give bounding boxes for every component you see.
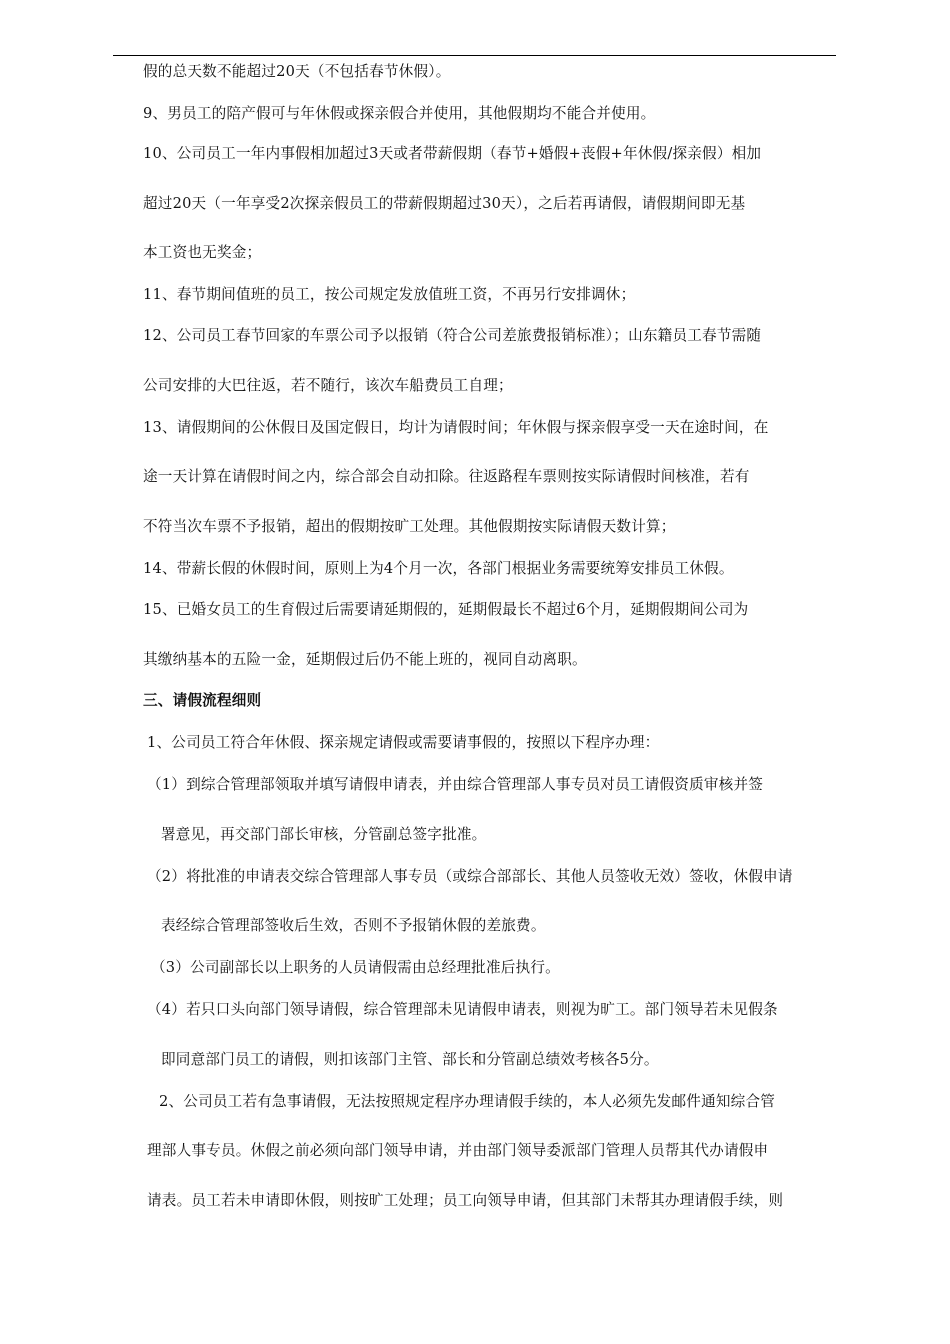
text-line-4: 超过20天（一年享受2次探亲假员工的带薪假期超过30天），之后若再请假，请假期间即无基 <box>143 195 746 212</box>
text-line-11: 不符当次车票不予报销，超出的假期按旷工处理。其他假期按实际请假天数计算； <box>143 518 676 535</box>
text-line-20: 表经综合管理部签收后生效，否则不予报销休假的差旅费。 <box>161 917 546 934</box>
text-line-3: 10、公司员工一年内事假相加超过3天或者带薪假期（春节+婚假+丧假+年休假/探亲假）相加 <box>143 145 762 162</box>
text-line-9: 13、请假期间的公休假日及国定假日，均计为请假时间；年休假与探亲假享受一天在途时间，在 <box>143 419 769 436</box>
text-line-19: （2）将批准的申请表交综合管理部人事专员（或综合部部长、其他人员签收无效）签收，休假申请 <box>147 868 793 885</box>
text-line-6: 11、春节期间值班的员工，按公司规定发放值班工资，不再另行安排调休； <box>143 286 636 303</box>
text-line-18: 署意见，再交部门部长审核，分管副总签字批准。 <box>161 826 487 843</box>
header-rule <box>113 55 836 56</box>
text-line-13: 15、已婚女员工的生育假过后需要请延期假的，延期假最长不超过6个月，延期假期间公司为 <box>143 601 749 618</box>
text-line-23: 即同意部门员工的请假，则扣该部门主管、部长和分管副总绩效考核各5分。 <box>161 1051 659 1068</box>
text-line-8: 公司安排的大巴往返，若不随行，该次车船费员工自理； <box>143 377 513 394</box>
section-heading: 三、请假流程细则 <box>143 692 262 709</box>
text-line-12: 14、带薪长假的休假时间，原则上为4个月一次，各部门根据业务需要统筹安排员工休假。 <box>143 560 734 577</box>
text-line-5: 本工资也无奖金； <box>143 244 262 261</box>
text-line-16: 1、公司员工符合年休假、探亲规定请假或需要请事假的，按照以下程序办理： <box>147 734 660 751</box>
text-line-1: 假的总天数不能超过20天（不包括春节休假）。 <box>143 63 451 80</box>
text-line-7: 12、公司员工春节回家的车票公司予以报销（符合公司差旅费报销标准）；山东籍员工春节需随 <box>143 327 762 344</box>
text-line-22: （4）若只口头向部门领导请假，综合管理部未见请假申请表，则视为旷工。部门领导若未见假条 <box>147 1001 778 1018</box>
text-line-2: 9、男员工的陪产假可与年休假或探亲假合并使用，其他假期均不能合并使用。 <box>143 105 656 122</box>
text-line-24: 2、公司员工若有急事请假，无法按照规定程序办理请假手续的，本人必须先发邮件通知综合管 <box>159 1093 776 1110</box>
text-line-14: 其缴纳基本的五险一金，延期假过后仍不能上班的，视同自动离职。 <box>143 651 587 668</box>
text-line-17: （1）到综合管理部领取并填写请假申请表，并由综合管理部人事专员对员工请假资质审核并签 <box>147 776 764 793</box>
text-line-10: 途一天计算在请假时间之内，综合部会自动扣除。往返路程车票则按实际请假时间核准，若有 <box>143 468 750 485</box>
text-line-25: 理部人事专员。休假之前必须向部门领导申请，并由部门领导委派部门管理人员帮其代办请假申 <box>147 1142 769 1159</box>
text-line-26: 请表。员工若未申请即休假，则按旷工处理；员工向领导申请，但其部门未帮其办理请假手续，则 <box>147 1192 784 1209</box>
text-line-21: （3）公司副部长以上职务的人员请假需由总经理批准后执行。 <box>151 959 560 976</box>
